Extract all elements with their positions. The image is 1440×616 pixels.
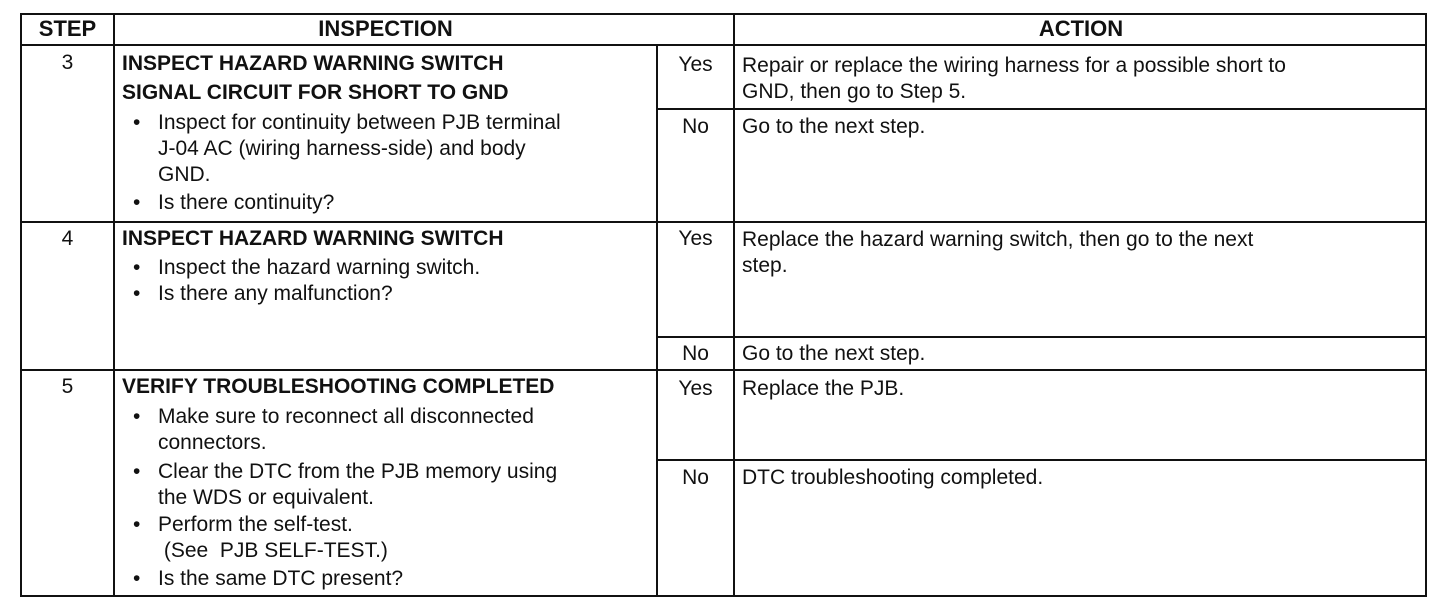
bullet-icon: • bbox=[133, 256, 141, 279]
no-label: No bbox=[682, 466, 709, 489]
bullet-line: GND. bbox=[158, 163, 211, 186]
inspection-bullet bbox=[133, 110, 653, 190]
no-action-line: Go to the next step. bbox=[742, 115, 926, 138]
col-divider-step bbox=[113, 13, 115, 597]
inspection-bullet bbox=[133, 566, 653, 592]
bullet-line: (See PJB SELF-TEST.) bbox=[158, 539, 388, 562]
bullet-line: the WDS or equivalent. bbox=[158, 486, 374, 509]
inspection-title: SIGNAL CIRCUIT FOR SHORT TO GND bbox=[122, 81, 509, 104]
col-divider-action bbox=[733, 13, 735, 597]
bullet-line: Clear the DTC from the PJB memory using bbox=[158, 460, 558, 483]
inspection-bullet bbox=[133, 404, 653, 456]
bullet-icon: • bbox=[133, 460, 141, 483]
header-action: ACTION bbox=[1038, 16, 1124, 41]
no-label: No bbox=[682, 342, 709, 365]
inspection-bullet bbox=[133, 459, 653, 511]
no-action-line: DTC troubleshooting completed. bbox=[742, 466, 1044, 489]
no-label: No bbox=[682, 115, 709, 138]
yes-action-line: Repair or replace the wiring harness for a possible short to bbox=[742, 54, 1286, 77]
inspection-bullet bbox=[133, 281, 653, 307]
header-step: STEP bbox=[38, 16, 97, 41]
row-divider-4-5 bbox=[20, 369, 1427, 371]
step-number: 4 bbox=[61, 227, 74, 250]
yes-action-line: step. bbox=[742, 254, 788, 277]
bullet-icon: • bbox=[133, 567, 141, 590]
bullet-line: Is there continuity? bbox=[158, 191, 335, 214]
inspection-bullet bbox=[133, 255, 653, 281]
yes-label: Yes bbox=[678, 53, 713, 76]
bullet-icon: • bbox=[133, 191, 141, 214]
bullet-line: Inspect the hazard warning switch. bbox=[158, 256, 481, 279]
inspection-title: INSPECT HAZARD WARNING SWITCH bbox=[122, 227, 504, 250]
header-inspection: INSPECTION bbox=[318, 16, 453, 41]
step-number: 3 bbox=[61, 51, 74, 74]
bullet-icon: • bbox=[133, 111, 141, 134]
inspection-title: VERIFY TROUBLESHOOTING COMPLETED bbox=[122, 375, 555, 398]
inspection-bullet bbox=[133, 190, 653, 216]
bullet-line: Is the same DTC present? bbox=[158, 567, 404, 590]
bullet-line: Inspect for continuity between PJB terminal bbox=[158, 111, 561, 134]
row4-yes-no-divider bbox=[656, 336, 1427, 338]
bullet-icon: • bbox=[133, 282, 141, 305]
bullet-line: Perform the self-test. bbox=[158, 513, 353, 536]
bullet-line: J-04 AC (wiring harness-side) and body bbox=[158, 137, 526, 160]
inspection-bullet bbox=[133, 512, 653, 564]
yes-label: Yes bbox=[678, 227, 713, 250]
bullet-line: connectors. bbox=[158, 431, 267, 454]
bullet-icon: • bbox=[133, 405, 141, 428]
yes-label: Yes bbox=[678, 377, 713, 400]
row3-yes-no-divider bbox=[656, 108, 1427, 110]
yes-action-line: Replace the hazard warning switch, then go to the next bbox=[742, 228, 1254, 251]
yes-action-line: Replace the PJB. bbox=[742, 377, 905, 400]
inspection-title: INSPECT HAZARD WARNING SWITCH bbox=[122, 52, 504, 75]
bullet-icon: • bbox=[133, 513, 141, 536]
bullet-line: Is there any malfunction? bbox=[158, 282, 393, 305]
yes-action-line: GND, then go to Step 5. bbox=[742, 80, 967, 103]
no-action-line: Go to the next step. bbox=[742, 342, 926, 365]
row-divider-3-4 bbox=[20, 221, 1427, 223]
row5-yes-no-divider bbox=[656, 459, 1427, 461]
bullet-line: Make sure to reconnect all disconnected bbox=[158, 405, 534, 428]
header-divider bbox=[20, 44, 1427, 46]
step-number: 5 bbox=[61, 375, 74, 398]
